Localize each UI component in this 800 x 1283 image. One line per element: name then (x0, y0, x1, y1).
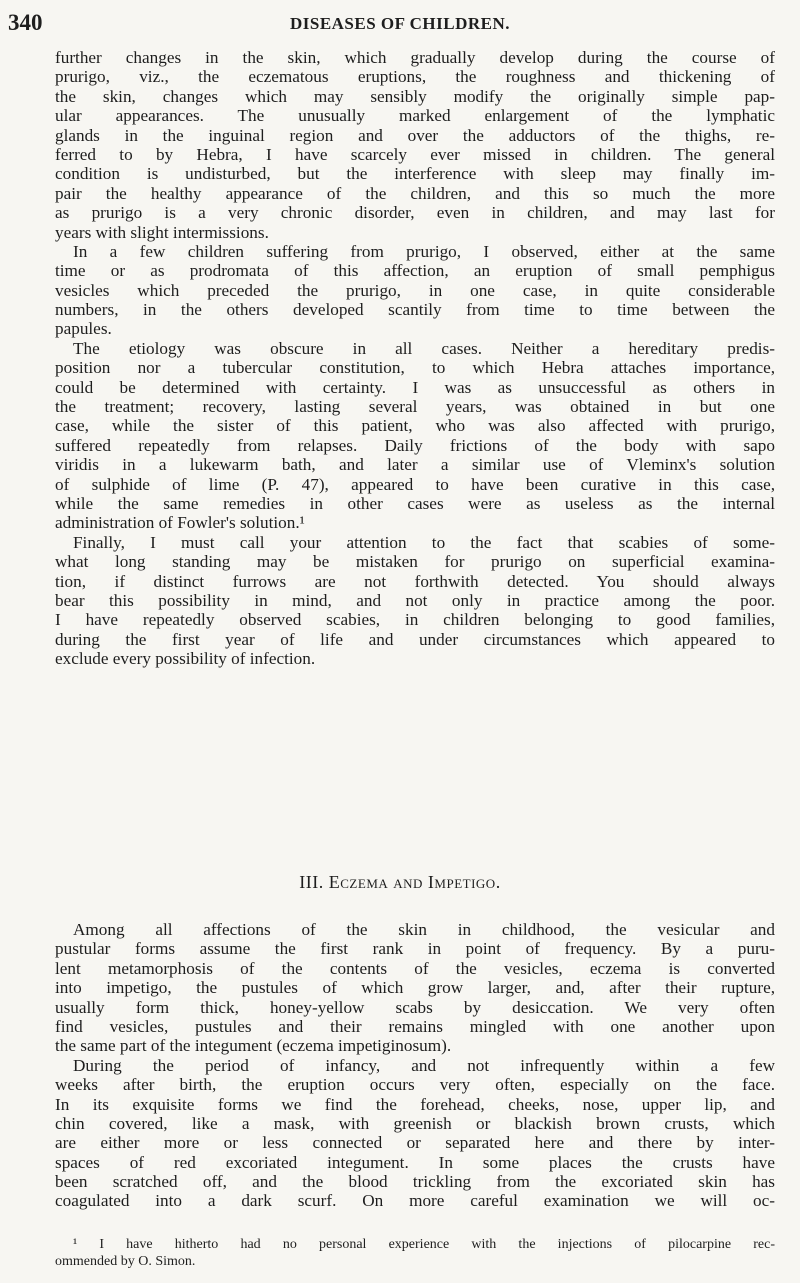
text-line: as prurigo is a very chronic disorder, even in children, and may last for (55, 203, 775, 223)
text-line: what long standing may be mistaken for prurigo on superficial examina- (55, 552, 775, 572)
text-line: into impetigo, the pustules of which grow larger, and, after their rupture, (55, 978, 775, 998)
footnote-line: ¹ I have hitherto had no personal experience with the injections of pilocarpine rec- (73, 1237, 775, 1252)
text-line: In a few children suffering from prurigo, I observed, either at the same (73, 241, 775, 261)
text-line: are either more or less connected or separated here and there by inter- (55, 1133, 775, 1153)
text-line: pair the healthy appearance of the children, and this so much the more (55, 183, 775, 203)
text-line: vesicles which preceded the prurigo, in one case, in quite considerable (55, 280, 775, 300)
text-line: papules. (55, 319, 112, 339)
text-line: could be determined with certainty. I was as unsuccessful as others in (55, 377, 775, 397)
text-line: coagulated into a dark scurf. On more careful examination we will oc- (55, 1191, 775, 1211)
text-line: further changes in the skin, which gradually develop during the course of (55, 48, 775, 67)
text-line: Finally, I must call your attention to the fact that scabies of some- (73, 532, 775, 552)
running-header (0, 8, 800, 38)
text-line: The etiology was obscure in all cases. Neither a hereditary predis- (73, 338, 775, 358)
text-line: bear this possibility in mind, and not only in practice among the poor. (55, 590, 775, 610)
text-line: ular appearances. The unusually marked enlargement of the lymphatic (55, 106, 775, 126)
text-line: spaces of red excoriated integument. In some places the crusts have (55, 1152, 775, 1172)
text-line: position nor a tubercular constitution, to which Hebra attaches importance, (55, 358, 775, 378)
footnote (55, 1236, 775, 1270)
body-text-eczema (55, 920, 775, 1211)
text-line: glands in the inguinal region and over the adductors of the thighs, re- (55, 125, 775, 145)
text-line: during the first year of life and under circumstances which appeared to (55, 629, 775, 649)
text-line: viridis in a lukewarm bath, and later a similar use of Vleminx's solution (55, 455, 775, 475)
running-title: DISEASES OF CHILDREN. (289, 14, 511, 33)
text-line: I have repeatedly observed scabies, in children belonging to good families, (55, 610, 775, 630)
text-line: while the same remedies in other cases were as useless as the internal (55, 493, 775, 513)
text-line: ferred to by Hebra, I have scarcely ever missed in children. The general (55, 144, 775, 164)
text-line: Among all affections of the skin in childhood, the vesicular and (73, 920, 775, 939)
text-line: tion, if distinct furrows are not forthwith detected. You should always (55, 571, 775, 591)
text-line: suffered repeatedly from relapses. Daily frictions of the body with sapo (55, 435, 775, 455)
text-line: usually form thick, honey-yellow scabs by desiccation. We very often (55, 997, 775, 1017)
section-heading (0, 872, 800, 893)
text-line: lent metamorphosis of the contents of the vesicles, eczema is converted (55, 958, 775, 978)
body-text-prurigo (55, 48, 775, 669)
text-line: exclude every possibility of infection. (55, 649, 316, 669)
text-line: condition is undisturbed, but the interference with sleep may finally im- (55, 164, 775, 184)
text-line: prurigo, viz., the eczematous eruptions, the roughness and thickening of (55, 67, 775, 87)
page-number: 340 (8, 10, 43, 35)
text-line: In its exquisite forms we find the forehead, cheeks, nose, upper lip, and (55, 1094, 775, 1114)
section-title: Eczema and Impetigo. (328, 872, 501, 892)
text-line: the same part of the integument (eczema impetiginosum). (55, 1036, 452, 1056)
text-line: been scratched off, and the blood trickling from the excoriated skin has (55, 1172, 775, 1192)
text-line: years with slight intermissions. (55, 222, 269, 242)
text-line: find vesicles, pustules and their remains mingled with one another upon (55, 1016, 775, 1036)
text-line: weeks after birth, the eruption occurs very often, especially on the face. (55, 1075, 775, 1095)
text-line: During the period of infancy, and not infrequently within a few (73, 1055, 775, 1075)
text-line: case, while the sister of this patient, who was also affected with prurigo, (55, 416, 775, 436)
section-number: III. (299, 872, 324, 892)
text-line: the skin, changes which may sensibly modify the originally simple pap- (55, 86, 775, 106)
text-line: the treatment; recovery, lasting several years, was obtained in but one (55, 397, 775, 417)
text-line: pustular forms assume the first rank in point of frequency. By a puru- (55, 939, 775, 959)
footnote-line: ommended by O. Simon. (55, 1254, 196, 1269)
text-line: administration of Fowler's solution.¹ (55, 513, 305, 533)
text-line: of sulphide of lime (P. 47), appeared to have been curative in this case, (55, 474, 775, 494)
text-line: chin covered, like a mask, with greenish or blackish brown crusts, which (55, 1113, 775, 1133)
text-line: numbers, in the others developed scantily from time to time between the (55, 300, 775, 320)
text-line: time or as prodromata of this affection, an eruption of small pemphigus (55, 261, 775, 281)
